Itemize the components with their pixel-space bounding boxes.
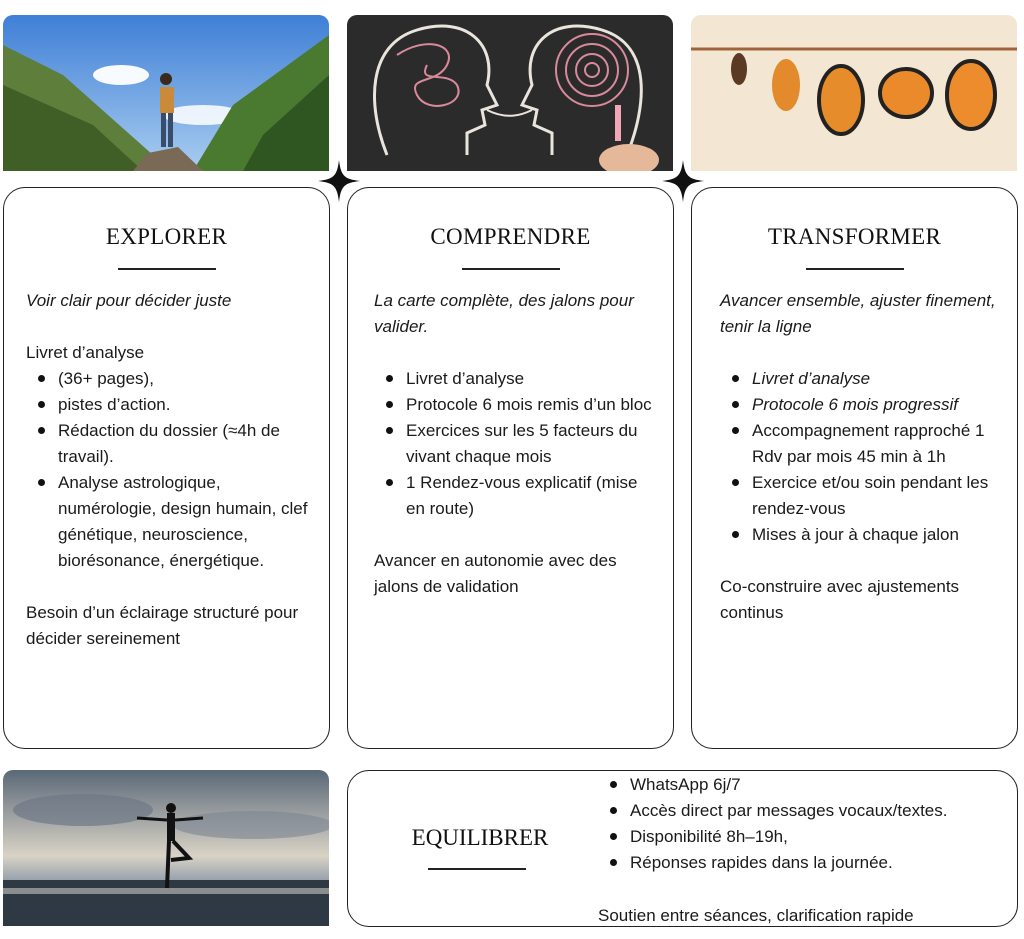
feature-list [26, 366, 315, 574]
title-underline [118, 268, 216, 270]
title-underline [806, 268, 904, 270]
list-item: pistes d’action. [58, 392, 315, 418]
list-item: Livret d’analyse [752, 366, 1003, 392]
list-item: Protocole 6 mois remis d’un bloc [406, 392, 659, 418]
list-item: Exercices sur les 5 facteurs du vivant chaque mois [406, 418, 659, 470]
list-item: Rédaction du dossier (≈4h de travail). [58, 418, 315, 470]
list-item: Disponibilité 8h–19h, [630, 824, 947, 850]
list-item: Analyse astrologique, numérologie, design humain, clef génétique, neuroscience, biorésonance, énergétique. [58, 470, 315, 574]
list-item: (36+ pages), [58, 366, 315, 392]
card-subtitle: Avancer ensemble, ajuster finement, tenir la ligne [720, 291, 996, 336]
list-item: Exercice et/ou soin pendant les rendez-vous [752, 470, 1003, 522]
card-footer: Co-construire avec ajustements continus [720, 577, 960, 622]
card-equilibrer [347, 770, 1018, 927]
list-item: Mises à jour à chaque jalon [752, 522, 1003, 548]
hiker-mountain-image [3, 15, 329, 171]
card-intro: Livret d’analyse [26, 343, 145, 362]
card-comprendre [347, 187, 674, 749]
chalkboard-heads-image [347, 15, 673, 171]
list-item: Accompagnement rapproché 1 Rdv par mois 45 min à 1h [752, 418, 1003, 470]
card-subtitle: Voir clair pour décider juste [26, 291, 232, 310]
card-title: TRANSFORMER [767, 224, 942, 249]
card-footer: Avancer en autonomie avec des jalons de validation [374, 551, 617, 596]
title-underline [462, 268, 560, 270]
card-title: EXPLORER [105, 224, 228, 249]
card-transformer [691, 187, 1018, 749]
list-item: Protocole 6 mois progressif [752, 392, 1003, 418]
feature-list [630, 772, 947, 876]
card-footer: Soutien entre séances, clarification rapide [598, 906, 914, 925]
butterfly-emergence-image [691, 15, 1017, 171]
feature-list [374, 366, 659, 522]
list-item: Réponses rapides dans la journée. [630, 850, 947, 876]
card-footer: Besoin d’un éclairage structuré pour décider sereinement [26, 603, 299, 648]
card-explorer [3, 187, 330, 749]
feature-list [720, 366, 1003, 548]
list-item: 1 Rendez-vous explicatif (mise en route) [406, 470, 659, 522]
list-item: Accès direct par messages vocaux/textes. [630, 798, 947, 824]
card-title: COMPRENDRE [430, 224, 591, 249]
list-item: WhatsApp 6j/7 [630, 772, 947, 798]
title-underline [428, 868, 526, 870]
card-title: EQUILIBRER [411, 825, 549, 850]
card-subtitle: La carte complète, des jalons pour valider. [374, 291, 634, 336]
yoga-beach-image [3, 770, 329, 926]
list-item: Livret d’analyse [406, 366, 659, 392]
